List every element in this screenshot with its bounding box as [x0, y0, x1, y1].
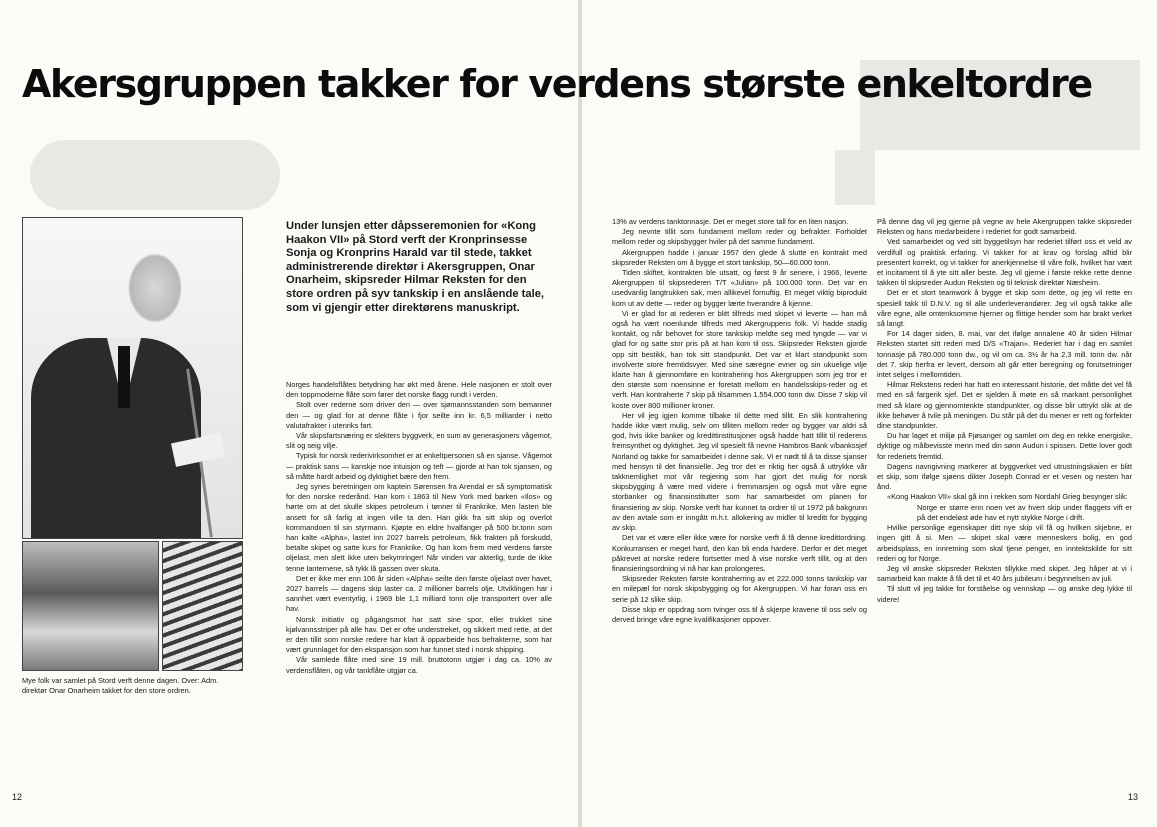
paragraph: 13% av verdens tanktonnasje. Det er meget store tall for en liten nasjon. [612, 217, 849, 226]
paragraph: Det er ikke mer enn 106 år siden «Alpha» seilte den første oljelast over havet, 2027 barrels — dagens skip laster ca. 2 millioner barrels olje. Utviklingen har i sannhet vært eventyrlig, i 1969 ble 1,1 milliard tonn olje transportert over alle hav. [286, 573, 552, 614]
paragraph: Akergruppen hadde i januar 1957 den glede å slutte en kontrakt med skipsreder Reksten om å bygge et stort tankskip, 50—60.000 tonn. [612, 247, 867, 267]
bleed-through-shadow [30, 140, 280, 210]
article-column-3 [877, 217, 1132, 605]
paragraph: Norsk initiativ og pågangsmot har satt sine spor, eller trukket sine kjølvannsstriper på alle hav. Det er ofte understreket, og sikkert med rette, at det er den tillit som norske redere har klart å opparbeide hos befrakterne, som har vært grunnlaget for den ekspansjon som har funnet sted i norsk shipping. [286, 614, 552, 655]
paragraph: Ved samarbeidet og ved sitt byggetilsyn har rederiet tilført oss et veld av verdifull og praktisk erfaring. Vi takker for at krav og forslag alltid blir presentert korrekt, og vi takker for anerkjennelse til våre folk, hvilket har vært et incitament til å yte sitt aller beste. Jeg vil gjerne i første rekke rette denne takken til skipsreder Audun Reksten og til teknisk direktør Næsheim. [877, 237, 1132, 288]
paragraph: Vår skipsfartsnæring er slekters byggverk, en sum av generasjoners vågemot, slit og seig vilje. [286, 431, 552, 451]
paragraph: Her vil jeg igjen komme tilbake til dette med tillit. En slik kontrahering hadde ikke vært mulig, selv om tilliten mellom reder og bygger var aldri så god, hvis ikke banker og kredittinstitusjoner også hadde hatt tillit til rederens fremsynthet og dyktighet. Jeg vil spesielt få nevne Hambros Bank v/bankssjef Norland og takke for samarbeidet i denne sak. Vi er nødt til å ta disse sjanser med hensyn til det finansielle. Jeg tror det er riktig her også å uttrykke vår takknemlighet mot vår regjering som har gjort det mulig for norsk skipsbygging å være med videre i fremmarsjen og også mot våre egne storbanker og finansinstitutter som har samarbeidet om planen for finansiering av skip. Norske verft har kunnet ta ordrer til ut 1972 på bakgrunn av den avtale som er inngått m.h.t. allokering av midler til kreditt for bygging av skip. [612, 410, 867, 533]
photo-caption: Mye folk var samlet på Stord verft denne dagen. Over: Adm. direktør Onar Onarheim takket for den store ordren. [22, 676, 219, 696]
crowd-photo [22, 541, 159, 671]
article-column-2 [612, 217, 867, 625]
paragraph: Vi er glad for at rederen er blitt tilfreds med skipet vi leverte — han må også ha vært noenlunde tilfreds med Akergruppens folk. Vi hadde stadig kontakt, og når behovet for store tankskip meldte seg med tyngde — var vi glad for og satte stor pris på at han kom til oss. Skipsreder Reksten gjorde opp sitt bestikk, han tok sitt standpunkt. Det var et klart standpunkt som involverte store fremtidsvyer. Med sine særegne evner og sin ukuelige vilje klarte han å gjennomføre en kontrahering hos Akergruppen som jeg tror er den største som noensinne er foretatt mellom en handelsskips-reder og et verft. Han kontraherte 7 skip på tilsammen 1.554.000 tonn dw. Disse 7 skip vil koste over 800 millioner kroner. [612, 308, 867, 410]
ship-photo [162, 541, 243, 671]
article-column-1 [286, 380, 552, 676]
paragraph: Hilmar Rekstens rederi har hatt en interessant historie, det måtte det vel få med en så fargerik sjef. Det er sjelden å møte en så markant personlighet med så klare og gjennomtenkte standpunkter, og disse blir uttrykt slik at de ikke behøver å tvile på meningen. Du står på det du mener er rett og forfekter dine standpunkter. [877, 380, 1132, 431]
page-spine [578, 0, 582, 827]
paragraph: Typisk for norsk rederivirksomhet er at enkeltpersonen så en sjanse. Vågemot — praktisk sans — kanskje noe intuisjon og teft — gjorde at han tok sjansen, og så måtte hardt arbeid og dyktighet bære den frem. [286, 451, 552, 481]
portrait-photo [22, 217, 243, 539]
paragraph: Jeg nevnte tillit som fundament mellom reder og befrakter. Forholdet mellom reder og skipsbygger hviler på det samme fundament. [612, 227, 867, 247]
paragraph: Norges handelsflåtes betydning har økt med årene. Hele nasjonen er stolt over den toppmoderne flåte som fører det norske flagg rundt i verden. [286, 380, 552, 400]
poem: Norge er større enn noen vet av hvert skip under flaggets vift er på det endeløst øde hav et nytt stykke Norge i drift. [917, 502, 1132, 522]
paragraph: «Kong Haakon VII» skal gå inn i rekken som Nordahl Grieg besynger slik: [887, 492, 1128, 502]
paragraph: Disse skip er oppdrag som tvinger oss til å skjerpe kravene til oss selv og derved bringe våre egne kvalifikasjoner oppover. [612, 604, 867, 624]
headline: Akersgruppen takker for verdens største enkeltordre [22, 62, 1092, 106]
paragraph: Jeg vil ønske skipsreder Reksten tillykke med skipet. Jeg håper at vi i samarbeid kan makte å få det til et 40 års jubileum i begynnelsen av juli. [877, 563, 1132, 584]
paragraph: Dagens navngivning markerer at byggverket ved utrustningskaien er blitt et skip, som ifølge sjøens dikter Joseph Conrad er et vesen og nesten har ånd. [877, 461, 1132, 492]
lead-paragraph: Under lunsjen etter dåpsseremonien for «Kong Haakon VII» på Stord verft der Kronprinsesse Sonja og Kronprins Harald var til stede, takket administrerende direktør i Akersgruppen, Onar Onarheim, skipsreder Hilmar Reksten for den store ordren på syv tankskip i en anslående tale, som vi gjengir etter direktørens manuskript. [286, 220, 545, 314]
paragraph: På denne dag vil jeg gjerne på vegne av hele Akergruppen takke skipsreder Reksten og hans medarbeidere i rederiet for godt samarbeid. [877, 217, 1132, 237]
paragraph: For 14 dager siden, 8. mai, var det ifølge annalene 40 år siden Hilmar Reksten startet sitt rederi med D/S «Trajan». Rederiet har i dag en samlet tonnasje på 780.000 tonn dw., og vil om ca. 3½ år ha 2,3 mill. tonn dw. når det 7. skip herfra er levert, dersom alt går etter beregning og forutsetninger intet selges i mellomtiden. [877, 329, 1132, 380]
paragraph: Hvilke personlige egenskaper ditt nye skip vil få og hvilken skjebne, er ingen gitt å si. Men — skipet skal være menneskers bolig, en god arbeidsplass, en innretning som skal tjene penger, en inntektskilde for sitt rederi og for Norge. [877, 523, 1132, 563]
bleed-through-shadow [835, 150, 875, 205]
page-number-right: 13 [1128, 792, 1139, 802]
paragraph: Stolt over rederne som driver den — over sjømannsstanden som bemanner den — og glad for at denne flåte i fjor seilte inn kr. 6,5 milliarder i netto valutafrakter i utenriks fart. [286, 400, 552, 430]
paragraph: Vår samlede flåte med sine 19 mill. bruttotonn utgjør i dag ca. 10% av verdensflåten, og vår tankflåte utgjør ca. [286, 655, 552, 675]
paragraph: Du har laget et miljø på Fjøsanger og samlet om deg en rekke energiske, dyktige og målbevisste menn med din sønn Audun i spissen. Dette lover godt for rederiets fremtid. [877, 431, 1132, 461]
page-number-left: 12 [12, 792, 23, 802]
paragraph: Det er et stort teamwork å bygge et skip som dette, og jeg vil rette en spesiell takk til D.N.V. og til alle underleverandører. Jeg vil også takke alle våre egne, alle omtenksomme hjerner og flittige hender som har brakt verket så langt. [877, 288, 1132, 329]
paragraph: Det var et være eller ikke være for norske verft å få denne kredittordning. Konkurransen er meget hard, den kan bli enda hardere. Derfor er det meget påkrevet at norske redere fortsetter med å vise norske verft tillit, og at den finansieringsordning vi nå har kan prolongeres. [612, 533, 867, 573]
paragraph: Jeg synes beretningen om kaptein Sørensen fra Arendal er så symptomatisk for den norske rederånd. Han kom i 1863 til New York med barken «Ilos» og hørte om at det skulle skipes petroleum i tønner til Frankrike. Men lasten ble ansett for så farlig at ingen ville ta den. Han gikk fra sitt skip og overlot kommandoen til sin styrmann. Kjøpte en eldre hvalfanger på 500 br.tonn som han kalte «Alpha», lastet inn 2027 barrels petroleum, fikk frakten på forskudd, betalte skipet og satte kurs for Frankrike. Og han kom frem med verdens første oljelast, men slett ikke uten bekymringer! Når vinden var akterlig, turde de ikke tenne lanternene, så tykk lå gassen over skuta. [286, 482, 552, 573]
paragraph: Skipsreder Reksten første kontraherring av et 222.000 tonns tankskip var en milepæl for norsk skipsbygging og for Akergruppen. Vi har foran oss en serie på 12 slike skip. [612, 574, 867, 604]
paragraph: Til slutt vil jeg takke for forståelse og vennskap — og ønske deg lykke til videre! [877, 584, 1132, 604]
paragraph: Tiden skiftet, kontrakten ble utsatt, og først 9 år senere, i 1966, leverte Akergruppen til skipsrederen T/T «Julian» på 100.000 tonn. Det var en usedvanlig langtrukken sak, men allikevel fornuftig. Et meget viktig biprodukt kom ut av dette — reder og bygger lærte hverandre å kjenne. [612, 268, 867, 308]
photo-tie [118, 346, 130, 408]
